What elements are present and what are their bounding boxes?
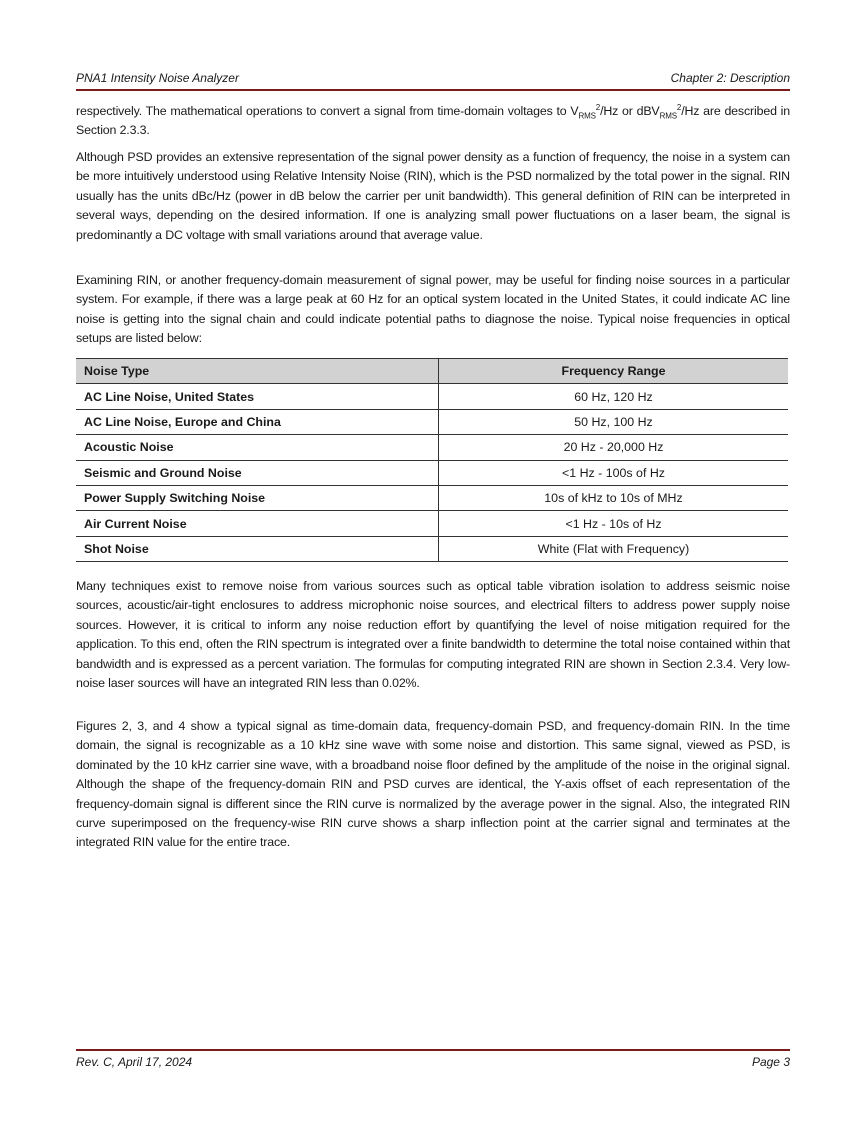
noise-type: Power Supply Switching Noise: [76, 485, 439, 510]
noise-type: Acoustic Noise: [76, 435, 439, 460]
table-row: [76, 435, 788, 460]
noise-table: [76, 358, 788, 562]
table-row: [76, 460, 788, 485]
column-header: Noise Type: [76, 359, 439, 384]
header-rule: [76, 89, 790, 91]
header-chapter: Chapter 2: Description: [670, 71, 790, 85]
table-row: [76, 409, 788, 434]
page-footer: [76, 1055, 790, 1069]
paragraph-2: Although PSD provides an extensive representation of the signal power density as a function of frequency, the noise in a system can be more intuitively understood using Relative Intensity Noise (RIN), which is the PSD normalized by the total power in the signal. RIN usually has the units dBc/Hz (power in dB below the carrier per unit bandwidth). This general definition of RIN can be interpreted in several ways, depending on the desired information. If one is analyzing small power fluctuations on a laser beam, the signal is predominantly a DC voltage with small variations around that average value.: [76, 150, 790, 242]
paragraph-3: Examining RIN, or another frequency-domain measurement of signal power, may be useful for finding noise sources in a particular system. For example, if there was a large peak at 60 Hz for an optical system located in the United States, it could indicate AC line noise is getting into the signal chain and could indicate potential paths to diagnose the noise. Typical noise frequencies in optical setups are listed below:: [76, 273, 790, 346]
revision-date: Rev. C, April 17, 2024: [76, 1055, 193, 1069]
paragraph-4: Many techniques exist to remove noise from various sources such as optical table vibration isolation to address seismic noise sources, acoustic/air-tight enclosures to address microphonic noise sources, and electrical filters to address power supply noise sources. However, it is critical to inform any noise reduction effort by quantifying the level of noise mitigation required for the application. To this end, often the RIN spectrum is integrated over a finite bandwidth to determine the total noise contained within that bandwidth and is expressed as a percent variation. The formulas for computing integrated RIN are shown in Section 2.3.4. Very low-noise laser sources will have an integrated RIN less than 0.02%.: [76, 579, 790, 691]
frequency-range: 50 Hz, 100 Hz: [439, 409, 789, 434]
frequency-range: <1 Hz - 10s of Hz: [439, 511, 789, 536]
frequency-range: <1 Hz - 100s of Hz: [439, 460, 789, 485]
noise-type: Air Current Noise: [76, 511, 439, 536]
table-row: [76, 536, 788, 561]
frequency-range: White (Flat with Frequency): [439, 536, 789, 561]
paragraph-1: respectively. The mathematical operations to convert a signal from time-domain voltages to $V_{RMS}^2/Hz$ or dBV$_{RMS}^2$/Hz are described in Section 2.3.3.: [76, 102, 790, 138]
page-number: Page 3: [751, 1055, 790, 1069]
noise-type: Shot Noise: [76, 536, 439, 561]
page-header: [76, 71, 790, 85]
footer-rule: [76, 1049, 790, 1051]
column-header: Frequency Range: [439, 359, 789, 384]
frequency-range: 60 Hz, 120 Hz: [439, 384, 789, 409]
noise-type: AC Line Noise, United States: [76, 384, 439, 409]
table-row: [76, 511, 788, 536]
noise-type: Seismic and Ground Noise: [76, 460, 439, 485]
noise-type: AC Line Noise, Europe and China: [76, 409, 439, 434]
paragraph-5: Figures 2, 3, and 4 show a typical signal as time-domain data, frequency-domain PSD, and frequency-domain RIN. In the time domain, the signal is recognizable as a 10 kHz sine wave with some noise and distortion. This same signal, viewed as PSD, is dominated by the 10 kHz carrier sine wave, with a broadband noise floor defined by the amplitude of the noise in the original signal. Although the shape of the frequency-domain RIN and PSD curves are identical, the Y-axis offset of each representation of the frequency-domain signal is different since the RIN curve is normalized by the average power in the signal. Also, the integrated RIN curve superimposed on the frequency-wise RIN curve shows a sharp inflection point at the carrier signal and terminates at the integrated RIN value for the entire trace.: [76, 719, 790, 850]
frequency-range: 20 Hz - 20,000 Hz: [439, 435, 789, 460]
table-row: [76, 485, 788, 510]
header-title: PNA1 Intensity Noise Analyzer: [76, 71, 239, 85]
table-row: [76, 384, 788, 409]
frequency-range: 10s of kHz to 10s of MHz: [439, 485, 789, 510]
table-header-row: [76, 359, 788, 384]
